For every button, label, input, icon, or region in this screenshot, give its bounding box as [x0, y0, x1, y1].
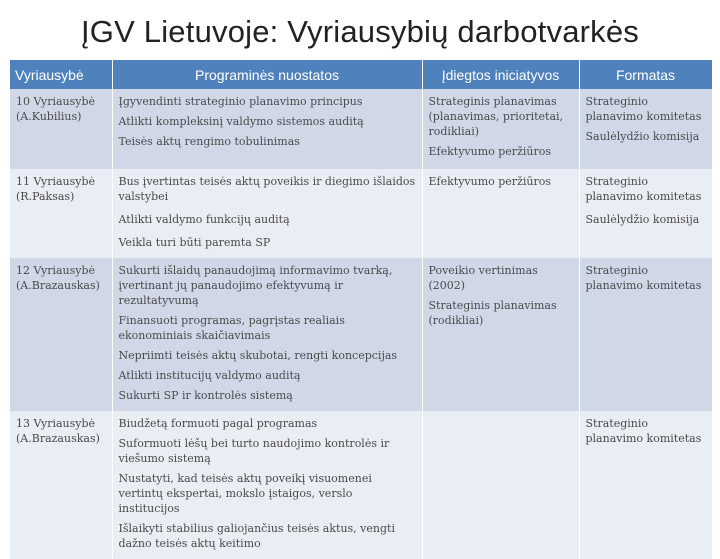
format-item: Strateginio planavimo komitetas — [585, 264, 702, 292]
format-item: Saulėlydžio komisija — [585, 130, 700, 143]
program-item: Veikla turi būti paremta SP — [118, 236, 271, 249]
program-item: Atlikti kompleksinį valdymo sistemos auditą — [118, 115, 364, 128]
program-item: Nepriimti teisės aktų skubotai, rengti koncepcijas — [118, 349, 398, 362]
program-item: Įgyvendinti strateginio planavimo principus — [118, 95, 363, 108]
program-cell — [112, 89, 422, 169]
initiative-item: Efektyvumo peržiūros — [428, 145, 551, 158]
table-row — [10, 169, 712, 258]
table-header-row — [10, 60, 712, 89]
program-item: Sukurti SP ir kontrolės sistemą — [118, 389, 293, 402]
program-cell — [112, 258, 422, 411]
government-cell: 11 Vyriausybė (R.Paksas) — [10, 169, 112, 258]
initiative-item: Efektyvumo peržiūros — [428, 175, 551, 188]
header-government: Vyriausybė — [10, 60, 112, 89]
header-implemented-initiatives: Įdiegtos iniciatyvos — [422, 60, 579, 89]
program-item: Atlikti institucijų valdymo auditą — [118, 369, 301, 382]
format-item: Saulėlydžio komisija — [585, 213, 700, 226]
format-cell — [579, 411, 712, 559]
initiatives-cell — [422, 411, 579, 559]
program-item: Suformuoti lėšų bei turto naudojimo kontrolės ir viešumo sistemą — [118, 437, 390, 465]
initiatives-cell — [422, 169, 579, 258]
initiatives-cell — [422, 89, 579, 169]
initiative-item: Poveikio vertinimas (2002) — [428, 264, 538, 292]
program-item: Finansuoti programas, pagrįstas realiais ekonominiais skaičiavimais — [118, 314, 345, 342]
government-cell: 13 Vyriausybė (A.Brazauskas) — [10, 411, 112, 559]
format-cell — [579, 169, 712, 258]
header-format: Formatas — [579, 60, 712, 89]
table-row — [10, 258, 712, 411]
format-item: Strateginio planavimo komitetas — [585, 95, 702, 123]
government-cell: 10 Vyriausybė (A.Kubilius) — [10, 89, 112, 169]
initiative-item: Strateginis planavimas (planavimas, prioritetai, rodikliai) — [428, 95, 564, 138]
program-item: Atlikti valdymo funkcijų auditą — [118, 213, 290, 226]
program-item: Teisės aktų rengimo tobulinimas — [118, 135, 300, 148]
table-row — [10, 89, 712, 169]
government-cell: 12 Vyriausybė (A.Brazauskas) — [10, 258, 112, 411]
format-item: Strateginio planavimo komitetas — [585, 175, 702, 203]
program-item: Bus įvertintas teisės aktų poveikis ir diegimo išlaidos valstybei — [118, 175, 416, 203]
government-agenda-table — [10, 60, 713, 559]
format-item: Strateginio planavimo komitetas — [585, 417, 702, 445]
program-cell — [112, 169, 422, 258]
program-item: Sukurti išlaidų panaudojimą informavimo tvarką, įvertinant jų panaudojimo efektyvumą ir rezultatyvumą — [118, 264, 393, 307]
format-cell — [579, 89, 712, 169]
initiative-item: Strateginis planavimas (rodikliai) — [428, 299, 557, 327]
program-item: Išlaikyti stabilius galiojančius teisės aktus, vengti dažno teisės aktų keitimo — [118, 522, 395, 550]
header-program-provisions: Programinės nuostatos — [112, 60, 422, 89]
program-item: Biudžetą formuoti pagal programas — [118, 417, 318, 430]
program-cell — [112, 411, 422, 559]
program-item: Nustatyti, kad teisės aktų poveikį visuomenei vertintų ekspertai, mokslo įstaigos, verslo institucijos — [118, 472, 372, 515]
table-row — [10, 411, 712, 559]
slide-title: ĮGV Lietuvoje: Vyriausybių darbotvarkės — [80, 14, 640, 49]
